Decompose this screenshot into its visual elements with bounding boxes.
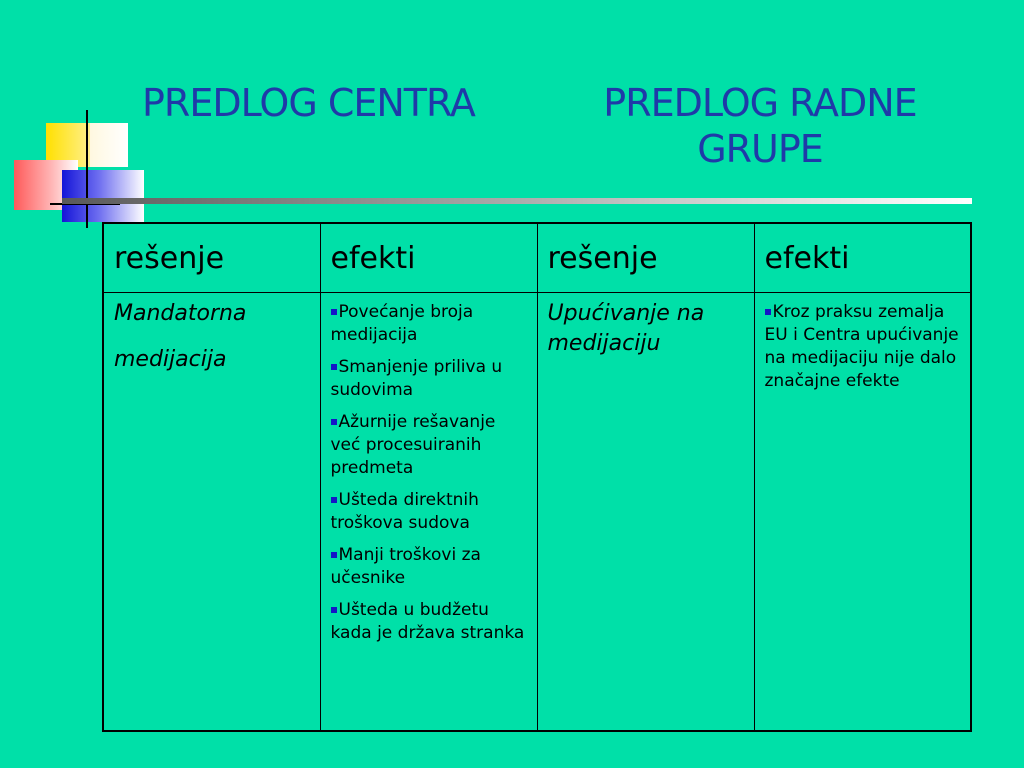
square-bullet-icon [331,552,337,558]
comparison-table [102,222,972,732]
header-cell-solution-2: rešenje [537,223,754,293]
list-item [765,301,961,393]
square-bullet-icon [331,309,337,315]
cell-center-solution [103,293,320,732]
title-right [560,80,960,172]
list-item [331,301,527,347]
effect-text: Ušteda u budžetu kada je država stranka [330,600,525,643]
list-item [331,544,527,590]
list-item [331,411,527,480]
header-cell-effects-2: efekti [754,223,971,293]
effect-text: Kroz praksu zemalja EU i Centra upućivanje na medijaciju nije dalo značajne efekte [764,302,959,391]
decor-blue-square [62,170,144,222]
square-bullet-icon [331,419,337,425]
decor-cream-square [90,123,128,167]
header-cell-solution-1: rešenje [103,223,320,293]
effect-text: Manji troškovi za učesnike [330,545,481,588]
square-bullet-icon [765,309,771,315]
header-cell-effects-1: efekti [320,223,537,293]
effect-text: Ažurnije rešavanje već procesuiranih predmeta [330,412,496,478]
title-left: PREDLOG CENTRA [142,81,475,125]
effect-text: Ušteda direktnih troškova sudova [330,490,479,533]
list-item [331,356,527,402]
group-solution-text: Upućivanje na medijaciju [547,301,705,356]
effect-text: Smanjenje priliva u sudovima [330,357,503,400]
table-row [103,293,971,732]
title-right-line1: PREDLOG RADNE [603,81,917,125]
center-solution-line: Mandatorna [114,301,247,326]
cell-group-effects [754,293,971,732]
square-bullet-icon [331,497,337,503]
table-header-row [103,223,971,293]
effect-text: Povećanje broja medijacija [330,302,474,345]
title-underline-rule [62,198,972,204]
list-item [331,599,527,645]
center-solution-line: medijacija [114,347,227,372]
decor-vertical-line [86,110,88,228]
cell-group-solution [537,293,754,732]
cell-center-effects [320,293,537,732]
list-item [331,489,527,535]
title-right-line2: GRUPE [697,127,823,171]
square-bullet-icon [331,607,337,613]
square-bullet-icon [331,364,337,370]
